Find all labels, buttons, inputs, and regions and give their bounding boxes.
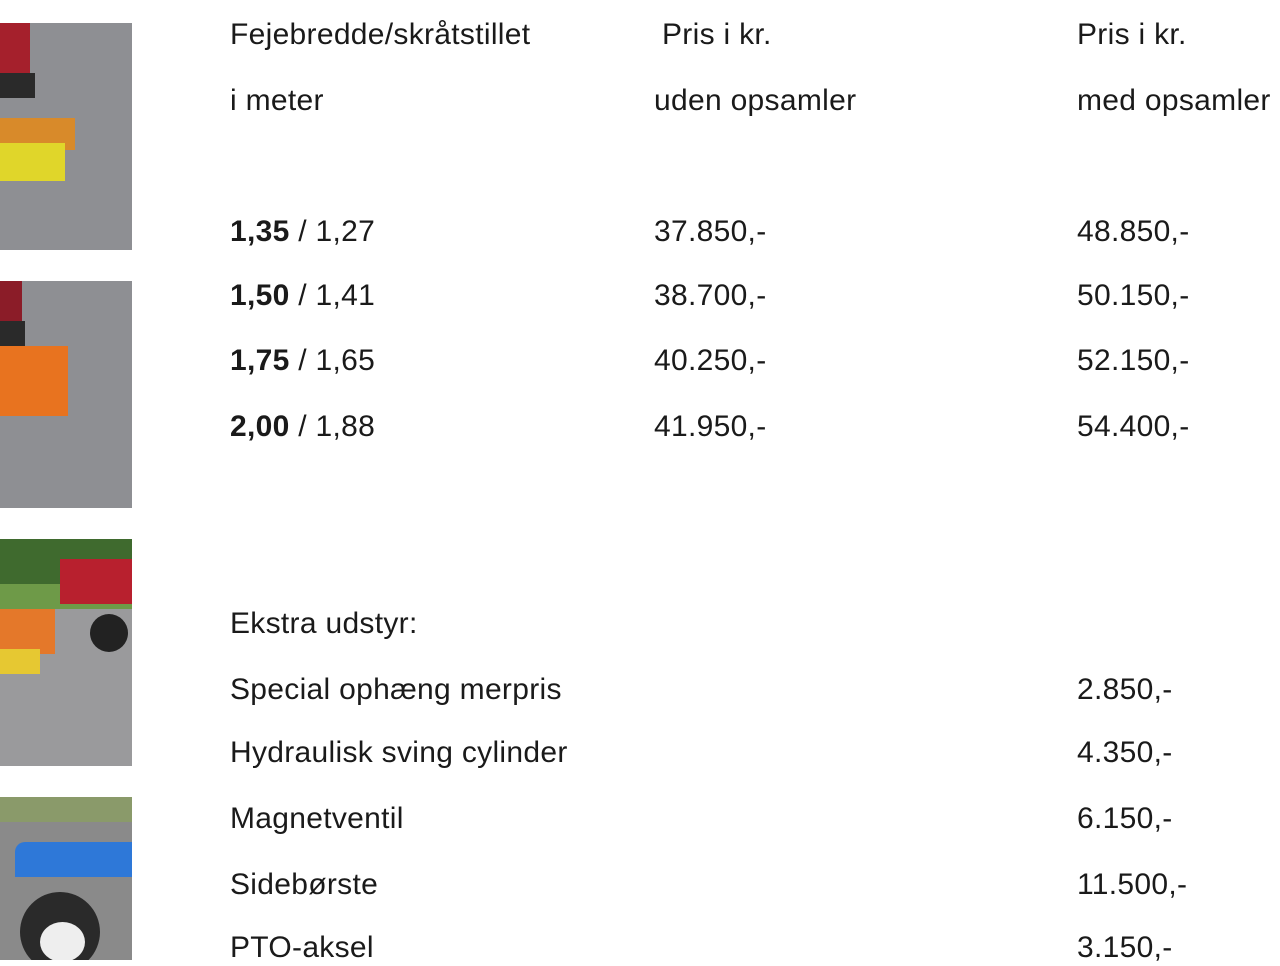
extra-label: Magnetventil — [230, 802, 404, 835]
price-without: 38.700,- — [654, 279, 767, 312]
extra-price: 4.350,- — [1077, 736, 1173, 769]
header-width: Fejebredde/skråtstillet — [230, 18, 531, 51]
header-price-with-sub: med opsamler — [1077, 84, 1271, 117]
header-price-without: Pris i kr. — [662, 18, 772, 51]
photo-sweeper-blue-tractor — [0, 797, 132, 960]
extra-price: 11.500,- — [1077, 868, 1188, 901]
price-with: 50.150,- — [1077, 279, 1190, 312]
photo-sweeper-red-tractor-grass — [0, 539, 132, 766]
price-without: 40.250,- — [654, 344, 767, 377]
header-price-without-sub: uden opsamler — [654, 84, 857, 117]
angled-value: / 1,41 — [289, 279, 376, 312]
extra-label: Hydraulisk sving cylinder — [230, 736, 568, 769]
photo-sweeper-orange — [0, 281, 132, 508]
extra-label: Sidebørste — [230, 868, 379, 901]
header-price-with: Pris i kr. — [1077, 18, 1187, 51]
width-value: 2,00 — [230, 410, 290, 443]
extra-price: 3.150,- — [1077, 931, 1173, 964]
photo-sweeper-red-tractor — [0, 23, 132, 250]
extra-price: 2.850,- — [1077, 673, 1173, 706]
extras-title: Ekstra udstyr: — [230, 607, 418, 640]
table-row-width — [230, 343, 375, 379]
table-row-width — [230, 278, 375, 314]
width-value: 1,75 — [230, 344, 290, 377]
price-with: 52.150,- — [1077, 344, 1190, 377]
price-without: 41.950,- — [654, 410, 767, 443]
price-without: 37.850,- — [654, 215, 767, 248]
angled-value: / 1,27 — [289, 215, 376, 248]
price-with: 54.400,- — [1077, 410, 1190, 443]
angled-value: / 1,65 — [289, 344, 376, 377]
width-value: 1,35 — [230, 215, 290, 248]
extra-label: Special ophæng merpris — [230, 673, 562, 706]
extra-label: PTO-aksel — [230, 931, 374, 964]
header-width-unit: i meter — [230, 84, 324, 117]
table-row-width — [230, 214, 375, 250]
price-with: 48.850,- — [1077, 215, 1190, 248]
table-row-width — [230, 409, 375, 445]
angled-value: / 1,88 — [289, 410, 376, 443]
extra-price: 6.150,- — [1077, 802, 1173, 835]
width-value: 1,50 — [230, 279, 290, 312]
